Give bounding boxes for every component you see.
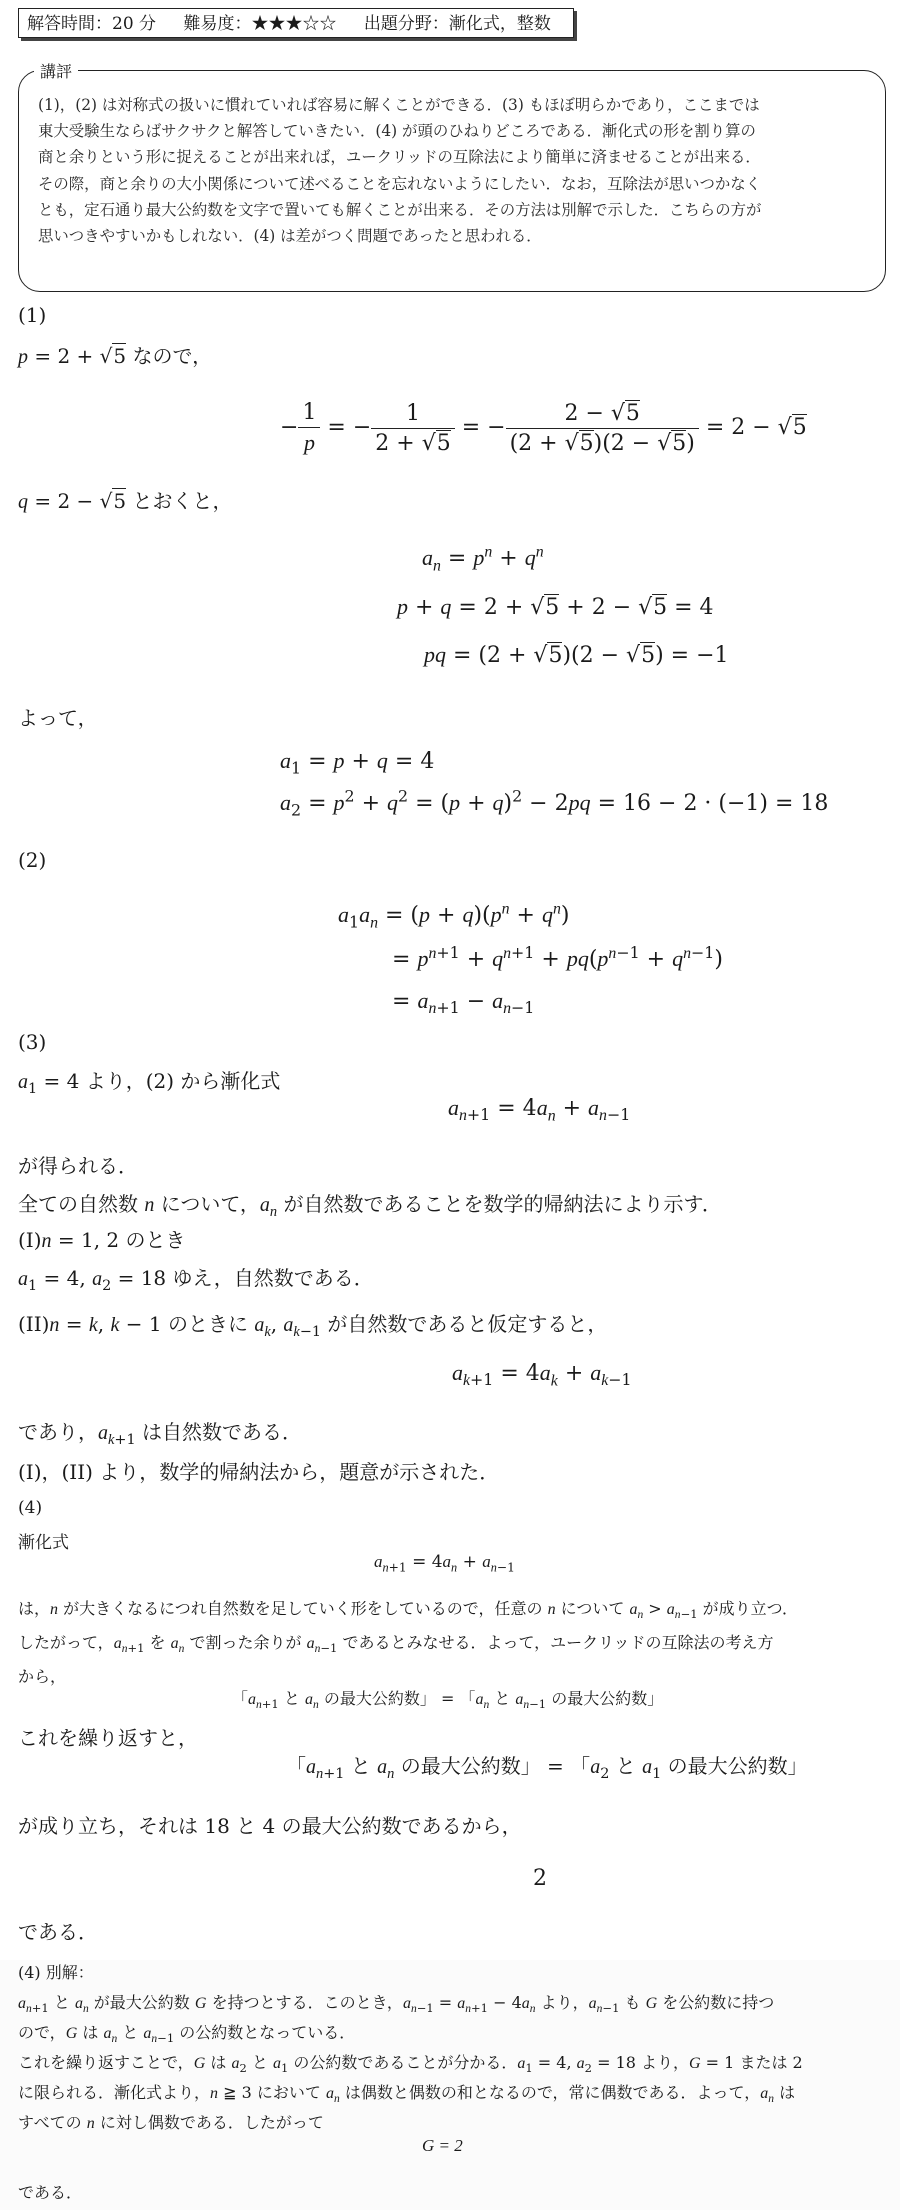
review-title: 講評: [34, 59, 78, 82]
solve-time: 解答時間：20 分: [27, 14, 157, 34]
case1-body: $a_1 = 4$, $a_2 = 18$ ゆえ，自然数である．: [18, 1266, 374, 1294]
part4-para1: は，n が大きくなるにつれ自然数を足していく形をしているので，任意の n について $a_n > a_{n-1}$ が成り立つ．: [18, 1599, 799, 1622]
review-line: とも，定石通り最大公約数を文字で置いても解くことが出来る．その方法は別解で示した．こちらの方が: [38, 200, 762, 219]
part3-label: (3): [18, 1030, 47, 1054]
repeat-text: これを繰り返すと，: [18, 1726, 198, 1750]
review-text: [38, 92, 864, 249]
part2-label: (2): [18, 848, 47, 872]
product-line-2: = $p^{n+1} + q^{n+1} + pq(p^{n-1} + q^{n-1})$: [392, 942, 723, 972]
alt-line2: ので，G は $a_n$ と $a_{n-1}$ の公約数となっている．: [18, 2023, 356, 2046]
a1-value: $a_1 = p + q = 4$: [280, 748, 435, 778]
topic-field: 出題分野：漸化式，整数: [363, 14, 551, 34]
difficulty-stars: ★★★☆☆: [251, 14, 337, 34]
problem-info-bar: [18, 8, 574, 38]
alt-line3: これを繰り返すことで，G は $a_2$ と $a_1$ の公約数であることが分かる．$a_1 = 4$, $a_2 = 18$ より，G = 1 または 2: [18, 2053, 803, 2076]
review-line: 商と余りという形に捉えることが出来れば，ユークリッドの互除法により簡単に済ませることが出来る．: [38, 148, 761, 167]
a1-recurrence-text: $a_1 = 4$ より，(2) から漸化式: [18, 1069, 281, 1097]
alt-line1: $a_{n+1}$ と $a_n$ が最大公約数 G を持つとする．このとき，$a_{n-1} = a_{n+1} - 4a_n$ より，$a_{n-1}$ も G を公約数に持つ: [18, 1993, 775, 2016]
result-intro: が成り立ち，それは 18 と 4 の最大公約数であるから，: [18, 1814, 522, 1838]
reciprocal-equation: − $\frac{1}{p}$ = − $\frac{1}{2 + √5}$ = − $\frac{2 - √5}{(2 + √5)(2 - √5)}$ = 2 − √5: [280, 400, 807, 456]
an-definition: $a_n = p^n + q^n$: [422, 543, 544, 575]
product-line-1: $a_1a_n = (p + q)(p^n + q^n)$: [338, 900, 570, 932]
gcd-equality-small: 「$a_{n+1}$ と $a_n$ の最大公約数」 = 「$a_n$ と $a_{n-1}$ の最大公約数」: [232, 1689, 664, 1712]
difficulty-label: 難易度：: [183, 14, 252, 34]
q-definition: q = 2 − √5 とおくと，: [18, 489, 233, 513]
alt-final: G = 2: [422, 2136, 463, 2155]
part4-para2: したがって，$a_{n+1}$ を $a_n$ で割った余りが $a_{n-1}$ であるとみなせる．よって，ユークリッドの互除法の考え方: [18, 1633, 774, 1656]
recurrence-equation: $a_{n+1} = 4a_n + a_{n-1}$: [448, 1095, 631, 1125]
recurrence-title: 漸化式: [18, 1533, 69, 1553]
induction-claim: 全ての自然数 n について，$a_n$ が自然数であることを数学的帰納法により示す．: [18, 1192, 722, 1220]
p-definition: p = 2 + √5 なので，: [18, 344, 213, 368]
alt-line4: に限られる．漸化式より，n ≧ 3 において $a_n$ は偶数と偶数の和となるので，常に偶数である．よって，$a_n$ は: [18, 2083, 796, 2106]
yotte-text: よって，: [18, 706, 98, 730]
recurrence-small: $a_{n+1} = 4a_n + a_{n-1}$: [374, 1552, 515, 1575]
induction-step-equation: $a_{k+1} = 4a_k + a_{k-1}$: [452, 1360, 632, 1390]
induction-conclusion: (I)，(II) より，数学的帰納法から，題意が示された．: [18, 1460, 500, 1484]
part4-label: (4): [18, 1498, 43, 1518]
case2-heading: (II)n = k, k − 1 のときに $a_k$, $a_{k-1}$ が自然数であると仮定すると，: [18, 1312, 608, 1340]
answer-value: 2: [533, 1866, 547, 1891]
product-line-3: = $a_{n+1} - a_{n-1}$: [392, 988, 535, 1018]
case1-heading: (I)n = 1, 2 のとき: [18, 1228, 186, 1252]
alt-line5: すべての n に対し偶数である．したがって: [18, 2113, 324, 2132]
review-line: 東大受験生ならばサクサクと解答していきたい．(4) が頭のひねりどころである．漸化式の形を割り算の: [38, 122, 756, 141]
review-line: (1)，(2) は対称式の扱いに慣れていれば容易に解くことができる．(3) もほぼ明らかであり，ここまでは: [38, 96, 760, 114]
dearu-text: である．: [18, 1920, 98, 1944]
part4-para3: から，: [18, 1667, 67, 1686]
review-line: 思いつきやすいかもしれない．(4) は差がつく問題であったと思われる．: [38, 227, 542, 246]
alt-label: (4) 別解：: [18, 1963, 94, 1982]
alt-dearu: である．: [18, 2183, 83, 2202]
p-plus-q: p + q = 2 + √5 + 2 − √5 = 4: [397, 594, 714, 620]
review-line: その際，商と余りの大小関係について述べることを忘れないようにしたい．なお，互除法が思いつかなく: [38, 174, 762, 193]
gcd-equality-large: 「$a_{n+1}$ と $a_n$ の最大公約数」 = 「$a_2$ と $a_1$ の最大公約数」: [286, 1754, 808, 1782]
pq-product: pq = (2 + √5)(2 − √5) = −1: [424, 642, 729, 668]
a2-value: $a_2 = p^2 + q^2 = (p + q)^2 - 2pq = 16 - 2 \cdot (-1) = 18$: [280, 786, 829, 820]
part1-label: (1): [18, 303, 47, 327]
natural-number-text: であり，$a_{k+1}$ は自然数である．: [18, 1420, 302, 1448]
obtained-text: が得られる．: [18, 1154, 138, 1178]
